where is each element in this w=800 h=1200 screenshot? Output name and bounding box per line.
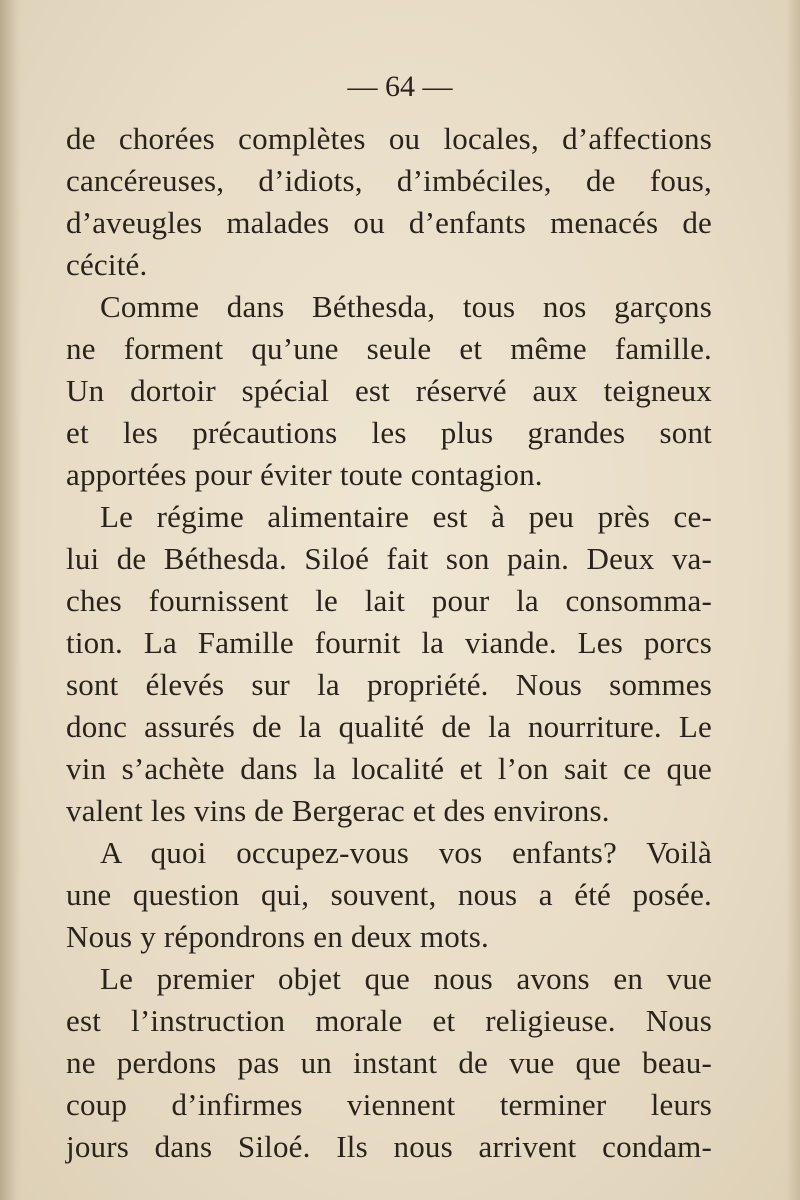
text-line: d’aveugles malades ou d’enfants menacés de [66, 205, 712, 240]
text-line: Le régime alimentaire est à peu près ce- [100, 499, 712, 534]
text-line: Comme dans Béthesda, tous nos garçons [100, 289, 712, 324]
text-line: vin s’achète dans la localité et l’on sait ce que [66, 751, 712, 786]
text-line: est l’instruction morale et religieuse. Nous [66, 1003, 712, 1038]
text-line: cécité. [66, 247, 148, 282]
text-line: ne forment qu’une seule et même famille. [66, 331, 712, 366]
text-line: ne perdons pas un instant de vue que beau- [66, 1045, 712, 1080]
body-text [66, 118, 712, 1168]
text-line: donc assurés de la qualité de la nourriture. Le [66, 709, 712, 744]
text-line: coup d’infirmes viennent terminer leurs [66, 1087, 712, 1122]
text-line: sont élevés sur la propriété. Nous sommes [66, 667, 712, 702]
text-line: une question qui, souvent, nous a été posée. [66, 877, 712, 912]
text-line: Le premier objet que nous avons en vue [100, 961, 712, 996]
text-line: de chorées complètes ou locales, d’affections [66, 121, 712, 156]
text-line: A quoi occupez-vous vos enfants? Voilà [100, 835, 712, 870]
page-spine-shadow [0, 0, 22, 1200]
text-line: ches fournissent le lait pour la consomma- [66, 583, 712, 618]
text-line: apportées pour éviter toute contagion. [66, 457, 543, 492]
text-line: cancéreuses, d’idiots, d’imbéciles, de fous, [66, 163, 712, 198]
page-edge-shadow [786, 0, 800, 1200]
text-line: lui de Béthesda. Siloé fait son pain. Deux va- [66, 541, 712, 576]
page-number: — 64 — [347, 70, 453, 103]
text-line: valent les vins de Bergerac et des environs. [66, 793, 610, 828]
text-line: Un dortoir spécial est réservé aux teigneux [66, 373, 712, 408]
text-line: Nous y répondrons en deux mots. [66, 919, 489, 954]
text-line: jours dans Siloé. Ils nous arrivent condam- [66, 1129, 712, 1164]
text-line: tion. La Famille fournit la viande. Les porcs [66, 625, 712, 660]
text-line: et les précautions les plus grandes sont [66, 415, 712, 450]
